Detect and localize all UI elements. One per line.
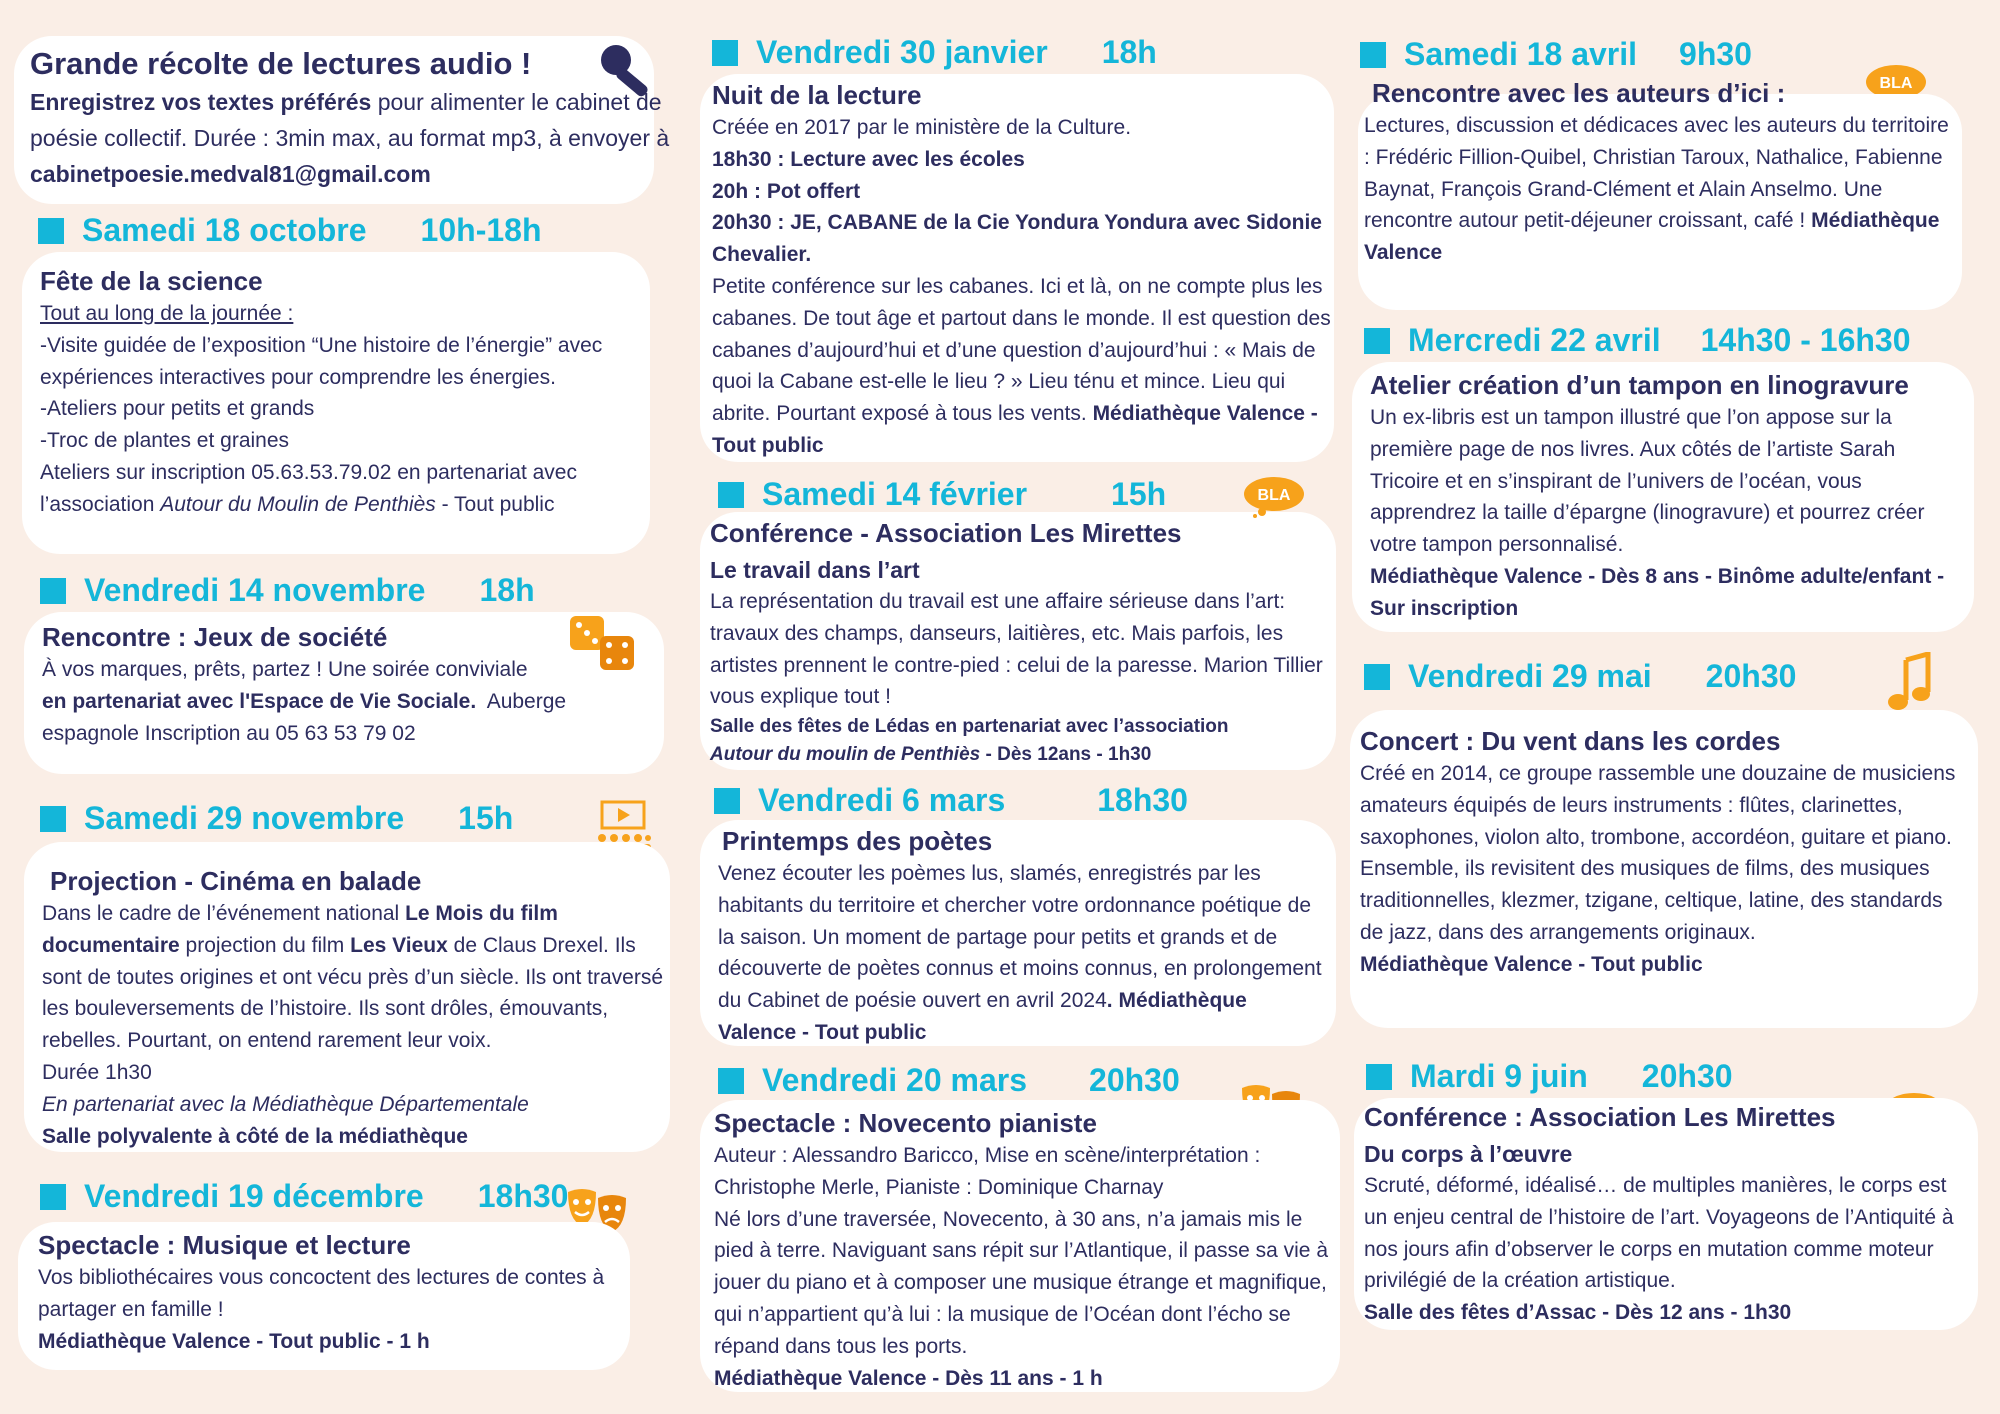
- event-header-oct18: [38, 212, 541, 249]
- event-body-nov29: [42, 864, 667, 1152]
- event-schedule: 20h30 : JE, CABANE de la Cie Yondura Yondura avec Sidonie Chevalier.: [712, 211, 1322, 267]
- event-text: Créé en 2014, ce groupe rassemble une douzaine de musiciens amateurs équipés de leurs instruments : flûtes, clarinettes, saxophones, violon alto, trombone, accordéon, guitare et piano.: [1360, 762, 1956, 849]
- music-note-icon: [1884, 652, 1940, 716]
- event-title: Printemps des poètes: [722, 826, 993, 856]
- bullet-square: [40, 1184, 66, 1210]
- event-credits: Auteur : Alessandro Baricco, Mise en scène/interprétation : Christophe Merle, Pianiste : Dominique Charnay: [714, 1144, 1261, 1199]
- event-header-apr22: [1364, 322, 1911, 359]
- event-time: 20h30: [1641, 1058, 1733, 1094]
- event-body-nov14: [42, 620, 642, 749]
- event-header-dec19: [40, 1178, 568, 1215]
- event-place: Salle des fêtes d’Assac - Dès 12 ans - 1h30: [1364, 1301, 1792, 1325]
- event-header-feb14: [718, 476, 1166, 513]
- event-place: . Médiathèque Valence - Tout public: [718, 989, 1247, 1044]
- event-time: 20h30: [1705, 658, 1797, 694]
- event-date: Mardi 9 juin: [1410, 1058, 1588, 1094]
- event-time: 18h: [479, 572, 535, 608]
- event-text: [42, 654, 642, 749]
- event-line: -Ateliers pour petits et grands: [40, 397, 315, 421]
- event-header-nov29: [40, 800, 513, 837]
- event-time: 18h: [1101, 34, 1157, 70]
- event-title: Conférence : Association Les Mirettes: [1364, 1102, 1836, 1132]
- bubble-label: BLA: [1257, 487, 1291, 504]
- event-body-apr22: [1370, 368, 1968, 625]
- event-time: 9h30: [1679, 36, 1752, 72]
- event-header-nov14: [40, 572, 535, 609]
- event-line: [40, 457, 640, 521]
- event-schedule: 18h30 : Lecture avec les écoles: [712, 147, 1025, 171]
- event-place: Salle polyvalente à côté de la médiathèque: [42, 1124, 468, 1148]
- intro-lead-rest: pour alimenter le cabinet de poésie collectif. Durée : 3min max, au format mp3, à envoyer à: [30, 89, 670, 151]
- event-audience: - Tout public: [441, 492, 555, 516]
- event-date: Vendredi 19 décembre: [84, 1178, 424, 1214]
- event-place: Médiathèque Valence - Dès 8 ans - Binôme adulte/enfant - Sur inscription: [1370, 564, 1945, 620]
- event-header-jun9: [1366, 1058, 1733, 1095]
- event-header-jan30: [712, 34, 1157, 71]
- event-text-part: de Claus Drexel. Ils sont de toutes origines et ont vécu près d’un siècle. Ils ont traversé les bouleversements de l’histoire. Ils sont drôles, émouvants, rebelles. Pourtant, on entend rarement leur voix.: [42, 933, 664, 1053]
- event-time: 14h30 - 16h30: [1700, 322, 1911, 358]
- event-text: [42, 898, 667, 1057]
- event-partner: en partenariat avec l'Espace de Vie Sociale.: [42, 689, 477, 713]
- event-body-mar20: [714, 1106, 1334, 1394]
- event-header-mar6: [714, 782, 1188, 819]
- event-title: Rencontre avec les auteurs d’ici :: [1372, 78, 1786, 108]
- event-subtitle: Le travail dans l’art: [710, 557, 920, 583]
- event-header-apr18: [1360, 36, 1752, 73]
- bullet-square: [1360, 42, 1386, 68]
- event-text: Scruté, déformé, idéalisé… de multiples manières, le corps est un enjeu central de l’histoire de l’art. Voyageons de l’Antiquité à nos jours afin d’observer le corps en mutation comme moteur privilégié de la création artistique.: [1364, 1174, 1954, 1293]
- event-text-part: Venez écouter les poèmes lus, slamés, enregistrés par les habitants du territoire et chercher votre ordonnance poétique de la saison. Un moment de partage pour petits et grands et de découverte de poètes connus et moins connus, en prolongement du Cabinet de poésie ouvert en avril 2024: [718, 862, 1322, 1013]
- bullet-square: [1364, 664, 1390, 690]
- event-date: Vendredi 30 janvier: [756, 34, 1048, 70]
- event-text: [712, 271, 1337, 462]
- event-body-feb14: [710, 516, 1335, 769]
- speech-bubble-icon: [1242, 474, 1306, 518]
- event-duration: Durée 1h30: [42, 1060, 152, 1084]
- event-title: Atelier création d’un tampon en linogravure: [1370, 370, 1909, 400]
- event-title: Spectacle : Musique et lecture: [38, 1230, 411, 1260]
- event-title: Rencontre : Jeux de société: [42, 622, 388, 652]
- intro-block: [30, 44, 680, 192]
- event-text: Créée en 2017 par le ministère de la Culture.: [712, 116, 1132, 139]
- event-title: Fête de la science: [40, 266, 263, 296]
- event-text-part: Dans le cadre de l’événement national: [42, 902, 400, 925]
- event-text-part: projection du film: [185, 933, 345, 957]
- bullet-square: [1364, 328, 1390, 354]
- event-line-text: Ateliers sur inscription 05.63.53.79.02 en partenariat avec l’association: [40, 460, 577, 516]
- event-title: Nuit de la lecture: [712, 80, 922, 110]
- event-place: Médiathèque Valence - Tout public: [712, 402, 1318, 457]
- event-line: -Troc de plantes et graines: [40, 429, 290, 453]
- event-intro: Tout au long de la journée :: [40, 302, 294, 325]
- event-time: 15h: [1111, 476, 1167, 512]
- event-text-part: À vos marques, prêts, partez ! Une soirée conviviale: [42, 658, 528, 681]
- event-line: -Visite guidée de l’exposition “Une histoire de l’énergie” avec expériences interactives pour comprendre les énergies.: [40, 333, 603, 389]
- event-text: Vos bibliothécaires vous concoctent des lectures de contes à partager en famille !: [38, 1266, 605, 1321]
- event-date: Samedi 14 février: [762, 476, 1028, 512]
- event-date: Samedi 18 octobre: [82, 212, 367, 248]
- event-place: Médiathèque Valence - Tout public - 1 h: [38, 1329, 430, 1353]
- event-place: Salle des fêtes de Lédas en partenariat avec l’association: [710, 716, 1229, 738]
- event-date: Vendredi 29 mai: [1408, 658, 1652, 694]
- event-time: 18h30: [477, 1178, 569, 1214]
- event-body-mar6: [718, 824, 1326, 1049]
- event-highlight: Le Mois du film documentaire: [42, 902, 558, 957]
- event-text: [718, 858, 1326, 1049]
- event-time: 15h: [458, 800, 514, 836]
- dice-icon: [566, 612, 642, 674]
- event-time: 10h-18h: [420, 212, 542, 248]
- event-header-may29: [1364, 658, 1796, 695]
- event-text-part: Auberge espagnole Inscription au 05 63 53 79 02: [42, 689, 567, 745]
- event-text: Ensemble, ils revisitent des musiques de films, des musiques traditionnelles, klezmer, tzigane, celtique, latine, des standards de jazz, dans des arrangements originaux.: [1360, 857, 1943, 944]
- event-text: Né lors d’une traversée, Novecento, à 30 ans, n’a jamais mis le pied à terre. Naviguant sans répit sur l’Atlantique, il passe sa vie à jouer du piano et à composer une musique étrange et magnifique, qui n’appartient qu’à lui : la musique de l’Océan dont l’écho se répand dans tous les ports.: [714, 1207, 1328, 1358]
- event-body-may29: [1360, 724, 1968, 981]
- bullet-square: [40, 806, 66, 832]
- bullet-square: [38, 218, 64, 244]
- event-subtitle: Du corps à l’œuvre: [1364, 1141, 1573, 1167]
- event-time: 20h30: [1089, 1062, 1180, 1098]
- event-body-dec19: [38, 1228, 618, 1357]
- event-time: 18h30: [1097, 782, 1188, 818]
- event-body-jan30: [712, 78, 1337, 462]
- event-body-apr18: [1364, 76, 1956, 269]
- event-title: Projection - Cinéma en balade: [50, 866, 422, 896]
- event-title: Conférence - Association Les Mirettes: [710, 518, 1182, 548]
- event-date: Mercredi 22 avril: [1408, 322, 1661, 358]
- bullet-square: [1366, 1064, 1392, 1090]
- bullet-square: [718, 482, 744, 508]
- event-body-oct18: [40, 264, 640, 521]
- bullet-square: [718, 1068, 744, 1094]
- bullet-square: [40, 578, 66, 604]
- event-date: Samedi 29 novembre: [84, 800, 405, 836]
- bubble-label: BLA: [1879, 75, 1913, 92]
- event-date: Vendredi 20 mars: [762, 1062, 1028, 1098]
- bullet-square: [714, 788, 740, 814]
- intro-lead: Enregistrez vos textes préférés: [30, 89, 372, 115]
- event-title: Concert : Du vent dans les cordes: [1360, 726, 1781, 756]
- event-place: Médiathèque Valence: [1364, 209, 1940, 265]
- event-place-line: [710, 741, 1335, 769]
- event-partner: En partenariat avec la Médiathèque Départementale: [42, 1092, 529, 1116]
- event-text: La représentation du travail est une affaire sérieuse dans l’art: travaux des champs, danseurs, laitières, etc. Mais parfois, les artistes prennent le contre-pied : celui de la paresse. Marion Tillier vous explique tout !: [710, 590, 1323, 709]
- event-date: Vendredi 14 novembre: [84, 572, 426, 608]
- event-text: [1364, 110, 1956, 269]
- event-date: Vendredi 6 mars: [758, 782, 1006, 818]
- event-header-mar20: [718, 1062, 1180, 1099]
- intro-text: [30, 84, 680, 192]
- event-text: Un ex-libris est un tampon illustré que l’on appose sur la première page de nos livres. Aux côtés de l’artiste Sarah Tricoire et en s’inspirant de l’univers de l’océan, vous apprendrez la taille d’épargne (linogravure) et pourrez créer votre tampon personnalisé.: [1370, 406, 1925, 557]
- partner-name: Autour du moulin de Penthiès: [710, 744, 981, 766]
- bullet-square: [712, 40, 738, 66]
- event-audience: - Dès 12ans - 1h30: [985, 744, 1152, 766]
- microphone-icon: [594, 40, 664, 104]
- event-date: Samedi 18 avril: [1404, 36, 1638, 72]
- event-text-part: Petite conférence sur les cabanes. Ici et là, on ne compte plus les cabanes. De tout âge et partout dans le monde. Il est question des cabanes d’aujourd’hui et d’une question d’aujourd’hui : « Mais de quoi la Cabane est-elle le lieu ? » Lieu ténu et mince. Lieu qui abrite. Pourtant exposé à tous les vents.: [712, 274, 1331, 426]
- event-place: Médiathèque Valence - Dès 11 ans - 1 h: [714, 1366, 1103, 1390]
- partner-name: Autour du Moulin de Penthiès: [160, 492, 436, 516]
- event-body-jun9: [1364, 1100, 1966, 1329]
- intro-title: Grande récolte de lectures audio !: [30, 46, 532, 81]
- intro-email[interactable]: cabinetpoesie.medval81@gmail.com: [30, 161, 431, 187]
- film-title: Les Vieux: [350, 933, 448, 957]
- event-schedule: 20h : Pot offert: [712, 179, 861, 203]
- event-place: Médiathèque Valence - Tout public: [1360, 952, 1703, 976]
- event-title: Spectacle : Novecento pianiste: [714, 1108, 1097, 1138]
- event-text-part: Lectures, discussion et dédicaces avec les auteurs du territoire : Frédéric Fillion-Quibel, Christian Taroux, Nathalice, Fabienne Baynat, François Grand-Clément et Alain Anselmo. Une rencontre autour petit-déjeuner croissant, café !: [1364, 114, 1949, 233]
